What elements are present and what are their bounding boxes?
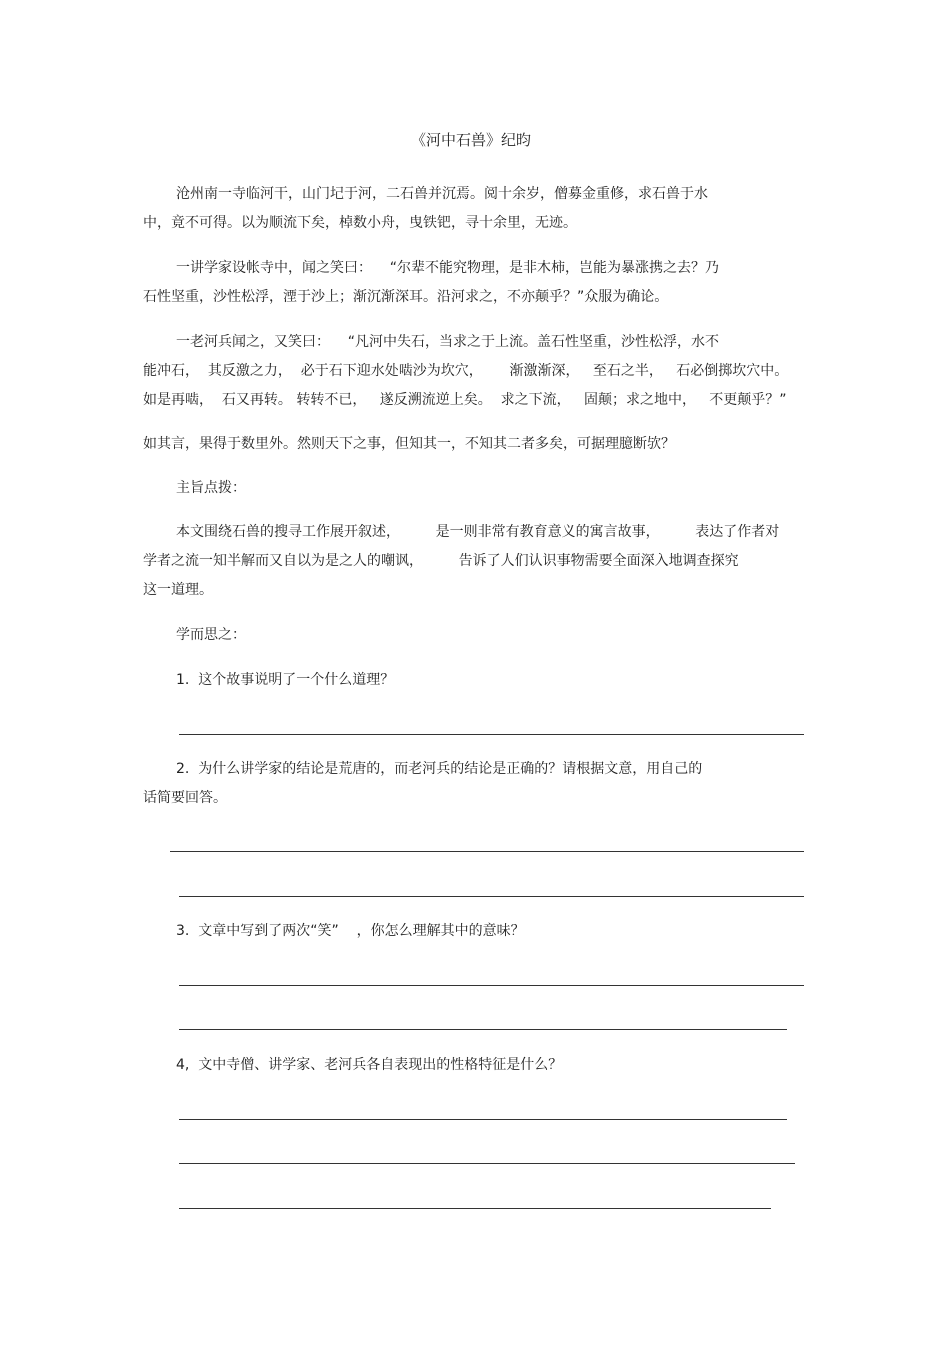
paragraph-2-line-2: 石性坚重，沙性松浮，湮于沙上；渐沉渐深耳。沿河求之，不亦颠乎？”众服为确论。 [143,289,669,305]
answer-line[interactable] [179,896,804,897]
paragraph-3-line-4: 如其言，果得于数里外。然则天下之事，但知其一，不知其二者多矣，可据理臆断欤？ [143,436,675,452]
answer-line[interactable] [179,1119,787,1120]
page-title: 《河中石兽》纪昀 [411,131,532,149]
paragraph-3-line-3: 如是再啮， 石又再转。 转转不已， 遂反溯流逆上矣。 求之下流， 固颠；求之地中， 不更颠乎？” [143,392,787,408]
summary-line-2: 学者之流一知半解而又自以为是之人的嘲讽， 告诉了人们认识事物需要全面深入地调查探究 [143,553,739,569]
paragraph-3-line-2: 能冲石， 其反激之力， 必于石下迎水处啮沙为坎穴， 渐激渐深， 至石之半， 石必倒掷坎穴中。 [143,363,789,379]
study-heading: 学而思之： [176,627,246,643]
summary-heading: 主旨点拨： [176,480,246,496]
answer-line[interactable] [179,1163,795,1164]
summary-line-3: 这一道理。 [143,582,213,598]
question-1: 1. 这个故事说明了一个什么道理？ [176,672,395,688]
question-2-line-2: 话简要回答。 [143,790,227,806]
paragraph-2-line-1: 一讲学家设帐寺中，闻之笑曰： “尔辈不能究物理，是非木柿，岂能为暴涨携之去？乃 [176,260,720,276]
answer-line[interactable] [179,1208,771,1209]
question-2-line-1: 2. 为什么讲学家的结论是荒唐的，而老河兵的结论是正确的？请根据文意，用自己的 [176,761,703,777]
answer-line[interactable] [170,851,804,852]
paragraph-3-line-1: 一老河兵闻之，又笑曰： “凡河中失石，当求之于上流。盖石性坚重，沙性松浮，水不 [176,334,720,350]
question-4: 4, 文中寺僧、讲学家、老河兵各自表现出的性格特征是什么？ [176,1057,563,1073]
paragraph-1-line-2: 中，竟不可得。以为顺流下矣，棹数小舟，曳铁钯，寻十余里，无迹。 [143,215,577,231]
question-3: 3. 文章中写到了两次“笑” ，你怎么理解其中的意味？ [176,923,525,939]
summary-line-1: 本文围绕石兽的搜寻工作展开叙述， 是一则非常有教育意义的寓言故事， 表达了作者对 [176,524,780,540]
answer-line[interactable] [179,1029,787,1030]
answer-line[interactable] [179,734,804,735]
paragraph-1-line-1: 沧州南一寺临河干，山门圮于河，二石兽并沉焉。阅十余岁，僧募金重修，求石兽于水 [176,186,708,202]
answer-line[interactable] [179,985,804,986]
